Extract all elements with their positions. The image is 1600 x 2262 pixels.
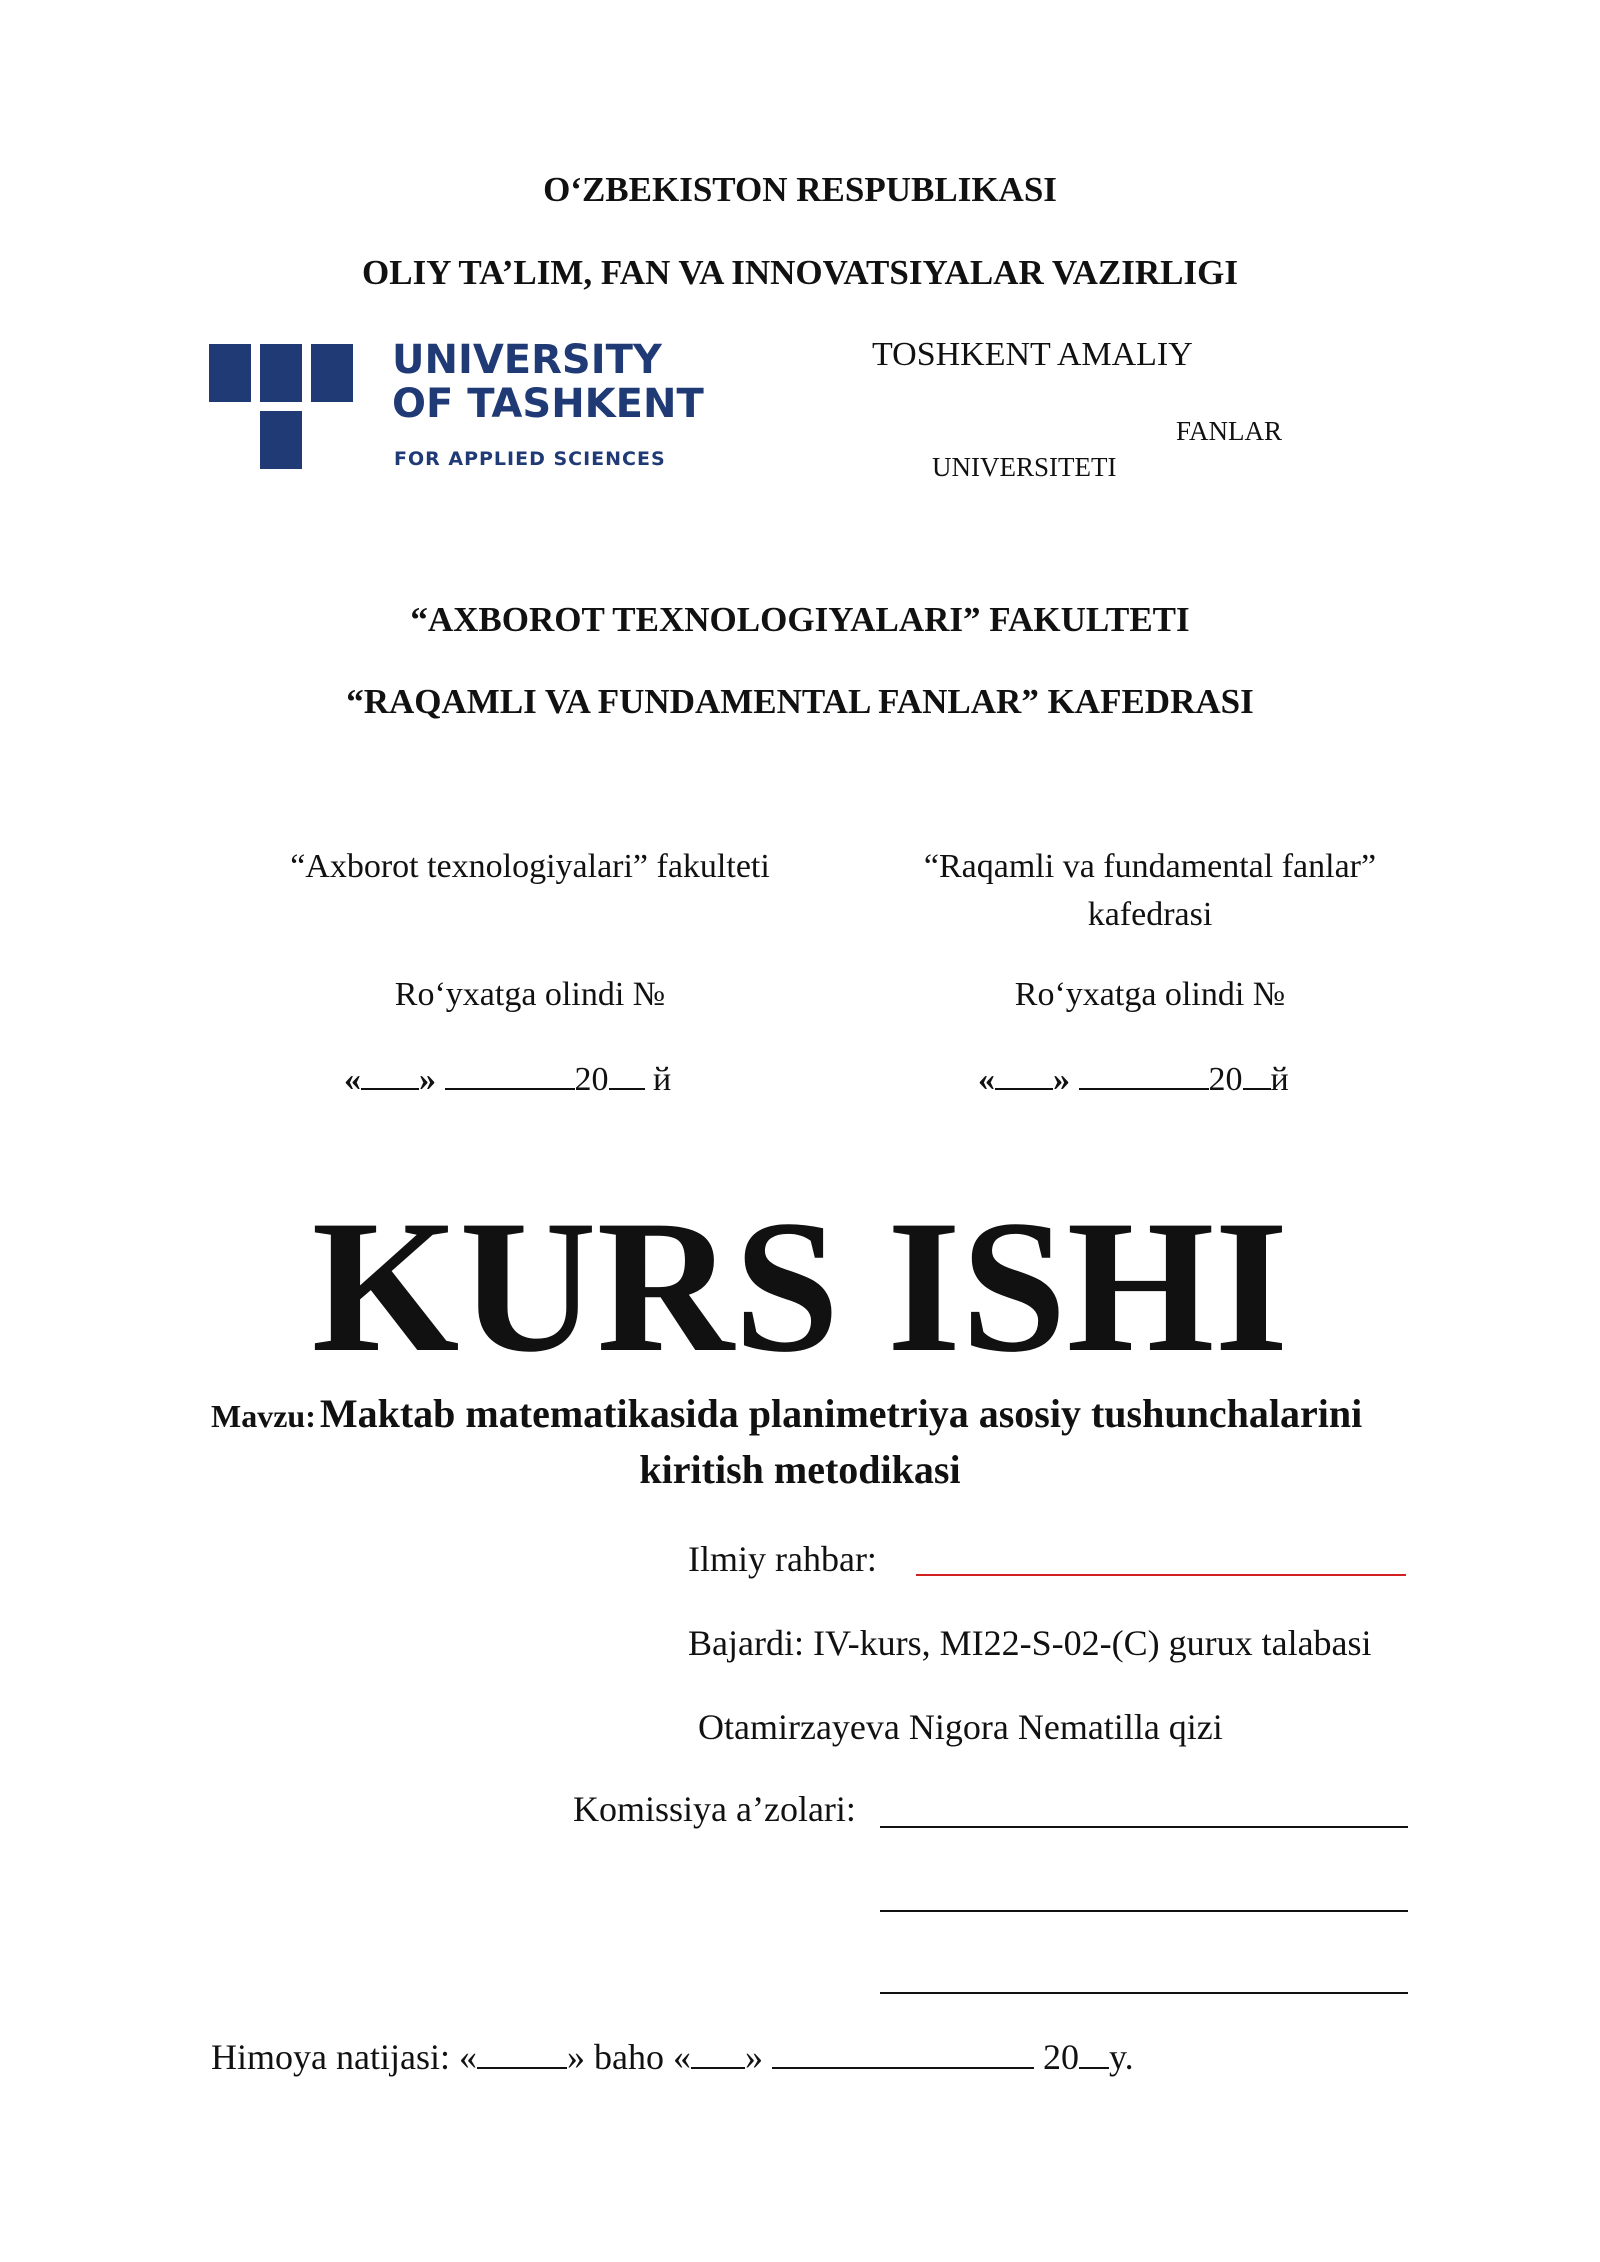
defense-year-suffix: y. (1108, 2037, 1134, 2077)
left-day-blank[interactable] (361, 1058, 419, 1090)
right-year-suffix: й (1270, 1061, 1289, 1098)
commission-blank-1[interactable] (880, 1826, 1408, 1828)
supervisor-label: Ilmiy rahbar: (688, 1539, 877, 1579)
ministry-heading: OLIY TA’LIM, FAN VA INNOVATSIYALAR VAZIRLIGI (362, 253, 1238, 292)
left-month-blank[interactable] (445, 1058, 575, 1090)
left-year-suffix: й (653, 1061, 672, 1098)
right-date-line (978, 1058, 1289, 1099)
right-date-open: « (978, 1061, 995, 1098)
university-name-line3: UNIVERSITETI (932, 452, 1117, 482)
left-date-close: » (419, 1061, 436, 1098)
defense-year-prefix: 20 (1042, 2037, 1079, 2077)
university-name-line1: TOSHKENT AMALIY (872, 336, 1193, 373)
document-title: KURS ISHI (311, 1182, 1289, 1392)
performer-text: Bajardi: IV-kurs, MI22-S-02-(C) gurux talabasi (688, 1623, 1372, 1663)
defense-label: Himoya natijasi: « (211, 2037, 477, 2077)
left-date-open: « (344, 1061, 361, 1098)
commission-label: Komissiya a’zolari: (573, 1789, 856, 1829)
topic-label: Mavzu: (211, 1398, 316, 1434)
republic-heading: O‘ZBEKISTON RESPUBLIKASI (543, 170, 1057, 209)
left-date-line (344, 1058, 671, 1099)
topic-line1 (211, 1390, 1362, 1437)
commission-blank-2[interactable] (880, 1910, 1408, 1912)
right-department-title2: kafedrasi (1087, 896, 1213, 933)
left-faculty-title: “Axborot texnologiyalari” fakulteti (290, 848, 770, 885)
logo-square-2 (260, 344, 302, 402)
student-name: Otamirzayeva Nigora Nematilla qizi (698, 1707, 1223, 1747)
topic-title-line1: Maktab matematikasida planimetriya asosiy tushunchalarini (319, 1391, 1363, 1436)
defense-day-blank[interactable] (691, 2037, 745, 2069)
logo-wordmark-line1: UNIVERSITY (392, 337, 662, 383)
faculty-heading: “AXBOROT TEXNOLOGIYALARI” FAKULTETI (410, 600, 1190, 639)
defense-month-blank[interactable] (772, 2037, 1034, 2069)
defense-year-blank[interactable] (1079, 2037, 1109, 2069)
commission-blank-3[interactable] (880, 1992, 1408, 1994)
right-registration-label: Ro‘yxatga olindi № (1014, 976, 1286, 1013)
topic-title-line2: kiritish metodikasi (639, 1447, 961, 1492)
logo-wordmark-line3: FOR APPLIED SCIENCES (394, 448, 666, 470)
defense-result-line (211, 2036, 1134, 2078)
logo-square-4 (260, 411, 302, 469)
department-heading: “RAQAMLI VA FUNDAMENTAL FANLAR” KAFEDRASI (346, 682, 1254, 721)
right-department-title: “Raqamli va fundamental fanlar” (923, 848, 1377, 885)
left-registration-label: Ro‘yxatga olindi № (394, 976, 666, 1013)
right-month-blank[interactable] (1079, 1058, 1209, 1090)
university-name-line2: FANLAR (1176, 416, 1283, 446)
left-year-blank[interactable] (609, 1058, 645, 1090)
right-year-prefix: 20 (1208, 1061, 1243, 1098)
supervisor-blank[interactable] (916, 1574, 1406, 1576)
logo-wordmark-line2: OF TASHKENT (392, 381, 704, 427)
defense-grade-blank[interactable] (477, 2037, 567, 2069)
logo-square-1 (209, 344, 251, 402)
right-day-blank[interactable] (995, 1058, 1053, 1090)
defense-close: » (744, 2037, 763, 2077)
right-date-close: » (1053, 1061, 1070, 1098)
defense-baho: » baho « (566, 2037, 691, 2077)
logo-square-3 (311, 344, 353, 402)
left-year-prefix: 20 (574, 1061, 609, 1098)
university-logo (209, 344, 354, 474)
right-year-blank[interactable] (1243, 1058, 1271, 1090)
